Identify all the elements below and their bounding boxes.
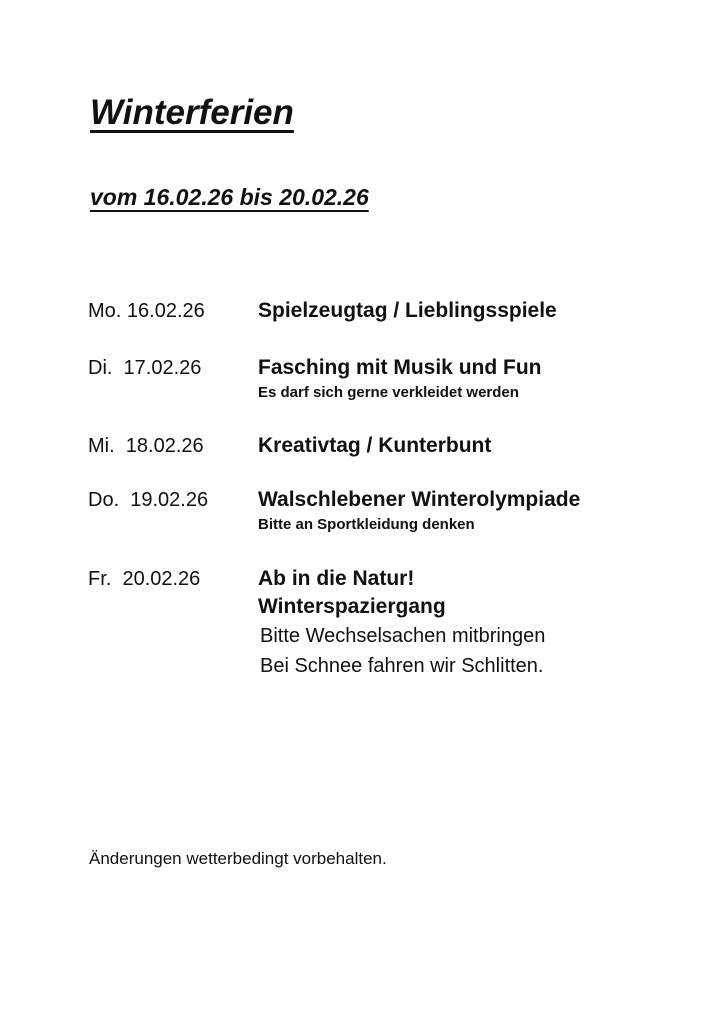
- day-activity: Kreativtag / Kunterbunt: [258, 434, 492, 457]
- day-date: Do. 19.02.26: [88, 489, 209, 511]
- document-title: Winterferien: [90, 93, 294, 132]
- footer-disclaimer: Änderungen wetterbedingt vorbehalten.: [89, 849, 387, 868]
- day-note-line: Bei Schnee fahren wir Schlitten.: [260, 655, 544, 677]
- day-note-line: Bitte Wechselsachen mitbringen: [260, 625, 546, 647]
- date-range-subtitle: vom 16.02.26 bis 20.02.26: [90, 184, 369, 210]
- day-activity: Walschlebener Winterolympiade: [258, 488, 581, 511]
- day-date: Di. 17.02.26: [88, 357, 202, 379]
- day-activity: Spielzeugtag / Lieblingsspiele: [258, 299, 557, 322]
- day-date: Mi. 18.02.26: [88, 435, 204, 457]
- day-activity: Fasching mit Musik und Fun: [258, 356, 542, 379]
- day-note: Bitte an Sportkleidung denken: [258, 516, 475, 533]
- day-date: Mo. 16.02.26: [88, 300, 205, 322]
- day-activity: Ab in die Natur!: [258, 567, 415, 590]
- day-date: Fr. 20.02.26: [88, 568, 201, 590]
- day-activity-secondary: Winterspaziergang: [258, 595, 446, 618]
- day-note: Es darf sich gerne verkleidet werden: [258, 384, 519, 401]
